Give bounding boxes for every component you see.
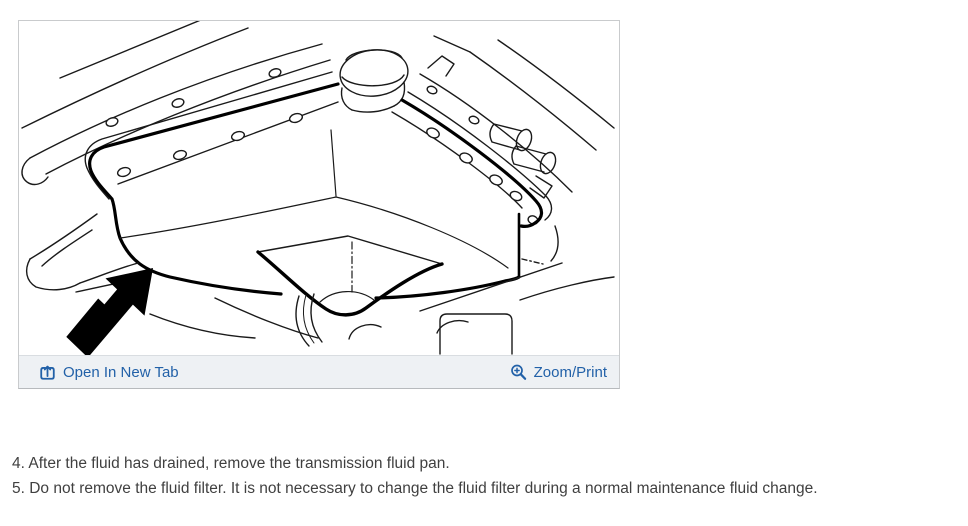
diagram-card bbox=[18, 20, 620, 389]
open-in-new-tab-icon bbox=[39, 364, 56, 381]
instruction-step-4: 4. After the fluid has drained, remove the transmission fluid pan. bbox=[12, 455, 450, 472]
arrow-pointer bbox=[66, 268, 153, 355]
magnifier-plus-icon bbox=[510, 364, 527, 381]
zoom-print-link[interactable] bbox=[510, 364, 607, 381]
diagram-image[interactable] bbox=[19, 21, 619, 355]
engine-lines-lower-right bbox=[296, 259, 614, 354]
open-in-new-tab-label: Open In New Tab bbox=[63, 363, 179, 381]
transmission-pan-diagram bbox=[19, 21, 619, 355]
pan-flange-outline bbox=[85, 72, 551, 220]
zoom-print-label: Zoom/Print bbox=[533, 363, 607, 381]
instruction-steps bbox=[12, 451, 962, 501]
instruction-step-5: 5. Do not remove the fluid filter. It is not necessary to change the fluid filter during a normal maintenance fluid change. bbox=[12, 480, 818, 497]
open-in-new-tab-link[interactable] bbox=[39, 364, 179, 381]
diagram-toolbar bbox=[19, 355, 619, 388]
drain-funnel bbox=[258, 236, 442, 315]
filler-dome bbox=[338, 47, 410, 113]
